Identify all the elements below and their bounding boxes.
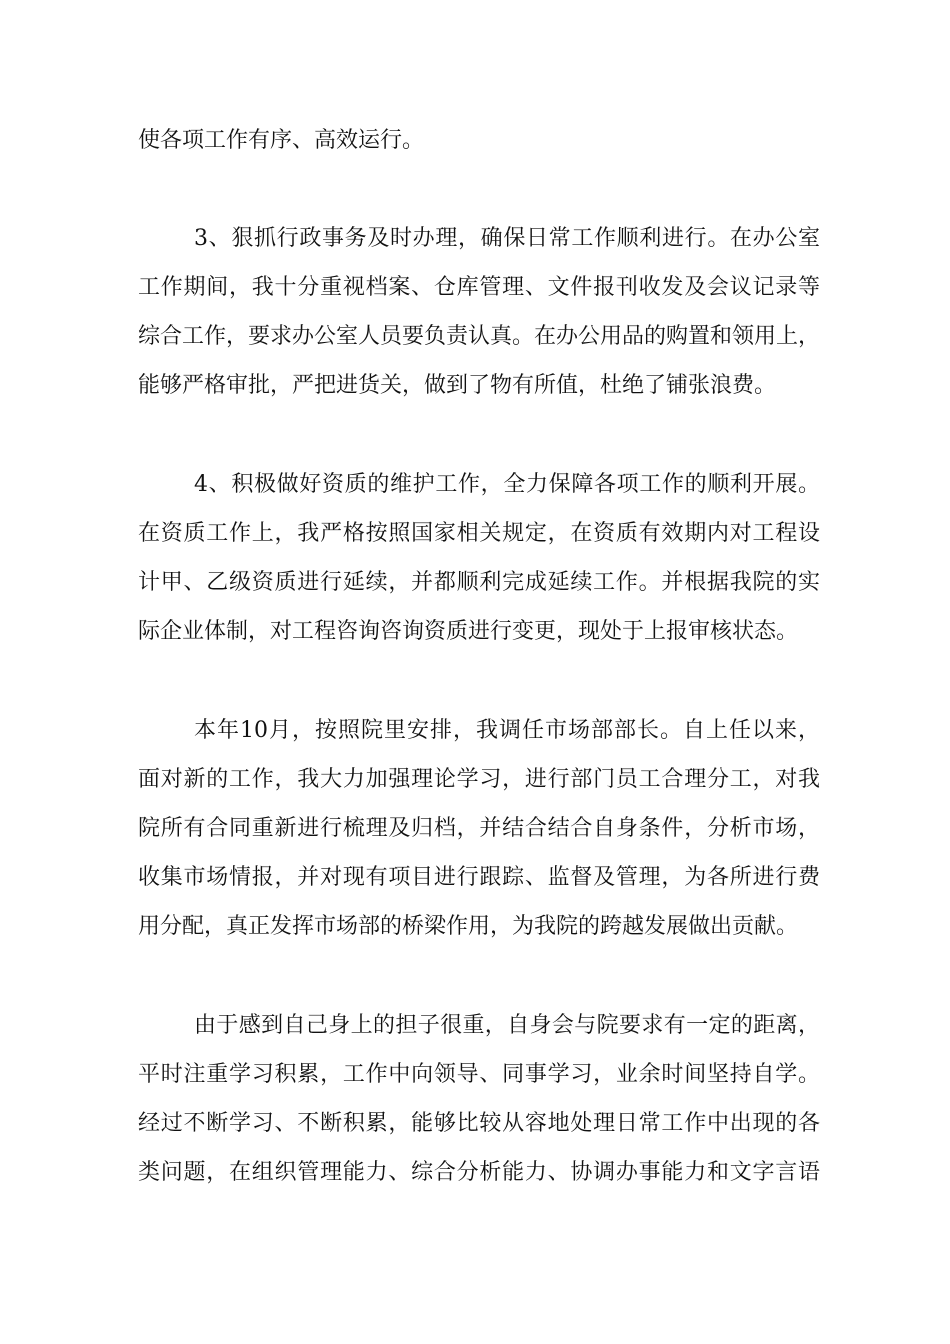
text-line: 在资质工作上，我严格按照国家相关规定，在资质有效期内对工程设 (138, 521, 820, 546)
text-line: 3、狠抓行政事务及时办理，确保日常工作顺利进行。在办公室 (194, 226, 820, 251)
text-line: 能够严格审批，严把进货关，做到了物有所值，杜绝了铺张浪费。 (138, 373, 777, 398)
text-line: 工作期间，我十分重视档案、仓库管理、文件报刊收发及会议记录等 (138, 275, 820, 300)
text-line: 计甲、乙级资质进行延续，并都顺利完成延续工作。并根据我院的实 (138, 570, 820, 595)
paragraph-item-4 (138, 460, 820, 656)
paragraph-self-study (138, 1001, 820, 1197)
text-line: 用分配，真正发挥市场部的桥梁作用，为我院的跨越发展做出贡献。 (138, 914, 799, 939)
text-line: 经过不断学习、不断积累，能够比较从容地处理日常工作中出现的各 (138, 1111, 820, 1136)
text-line: 使各项工作有序、高效运行。 (138, 128, 425, 153)
paragraph-continuation (138, 116, 820, 165)
text-line: 际企业体制，对工程咨询咨询资质进行变更，现处于上报审核状态。 (138, 619, 799, 644)
paragraph-market-dept (138, 706, 820, 951)
text-line: 类问题，在组织管理能力、综合分析能力、协调办事能力和文字言语 (138, 1160, 820, 1185)
text-line: 由于感到自己身上的担子很重，自身会与院要求有一定的距离， (194, 1013, 820, 1038)
text-line: 收集市场情报，并对现有项目进行跟踪、监督及管理，为各所进行费 (138, 865, 820, 890)
text-line: 面对新的工作，我大力加强理论学习，进行部门员工合理分工，对我 (138, 767, 820, 792)
text-line: 4、积极做好资质的维护工作，全力保障各项工作的顺利开展。 (194, 472, 820, 497)
text-line: 平时注重学习积累，工作中向领导、同事学习，业余时间坚持自学。 (138, 1062, 820, 1087)
paragraph-item-3 (138, 214, 820, 410)
text-line: 院所有合同重新进行梳理及归档，并结合结合自身条件，分析市场， (138, 816, 820, 841)
text-line: 综合工作，要求办公室人员要负责认真。在办公用品的购置和领用上， (138, 324, 821, 349)
text-line: 本年10月，按照院里安排，我调任市场部部长。自上任以来， (194, 718, 820, 743)
